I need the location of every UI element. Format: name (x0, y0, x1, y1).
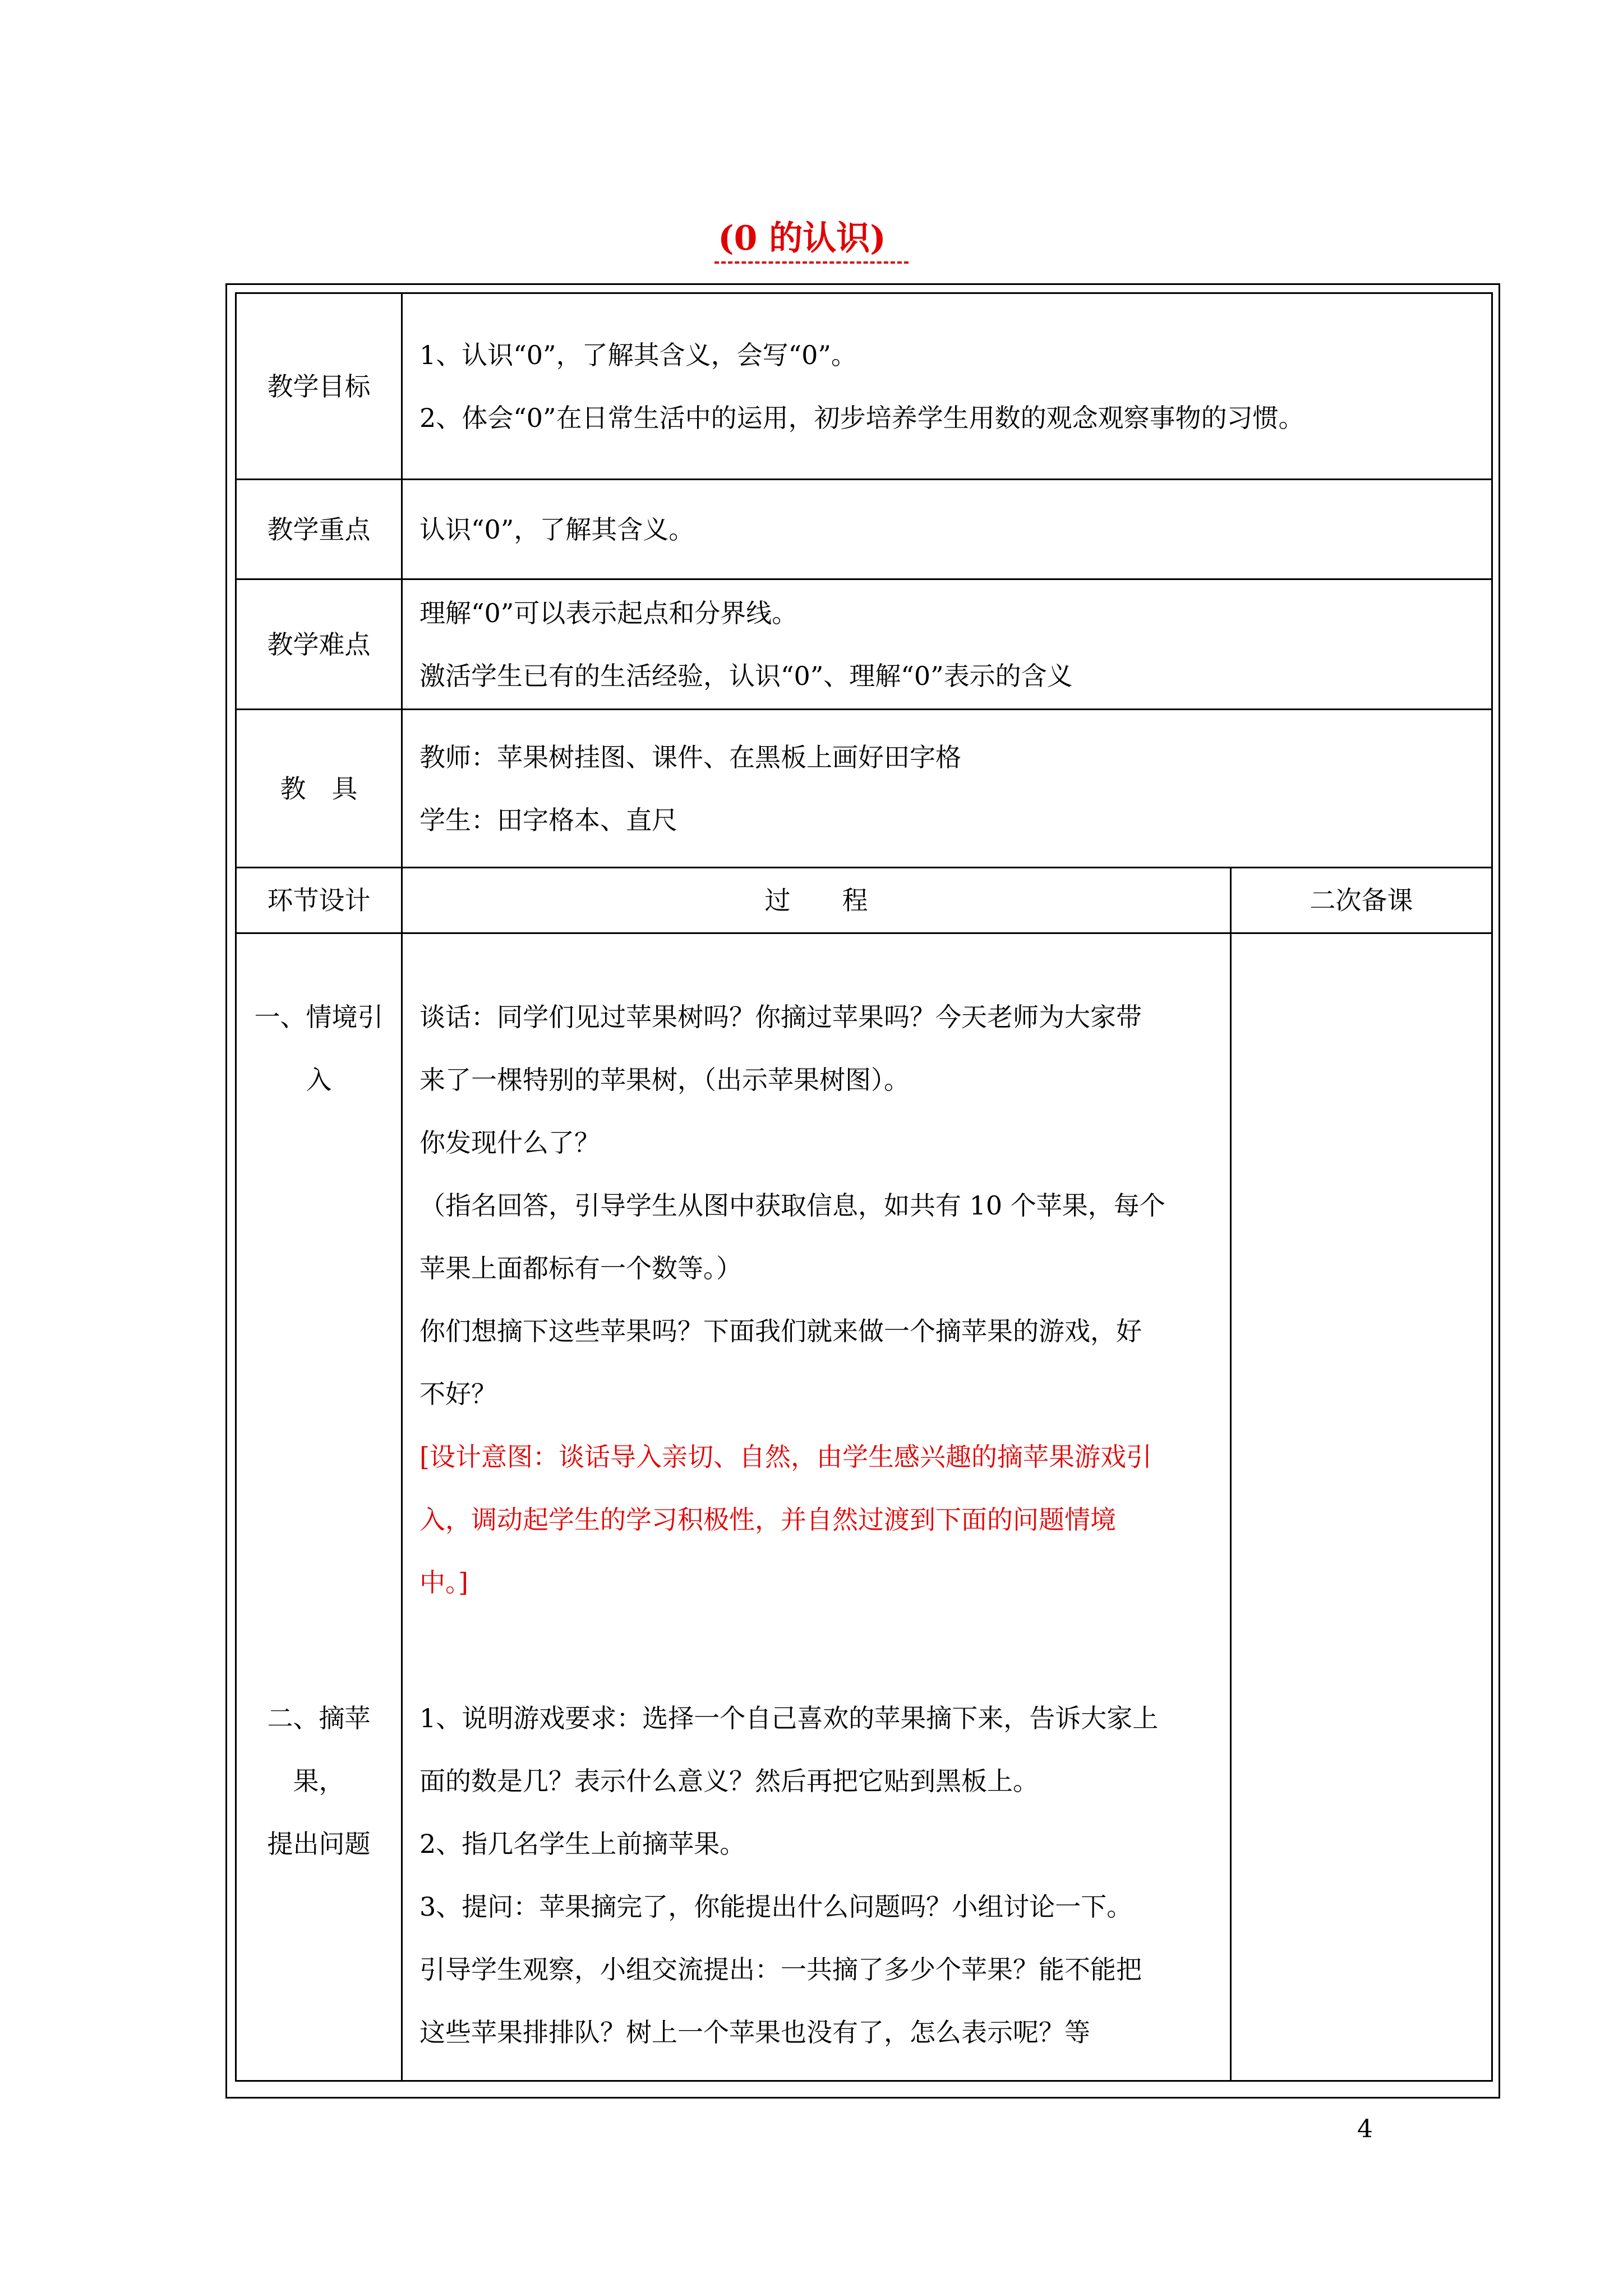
stage-2-line-2: 面的数是几？表示什么意义？然后再把它贴到黑板上。 (419, 1766, 1039, 1796)
stage-1-label-line-2: 入 (306, 1065, 332, 1095)
stage-2-line-1: 1、说明游戏要求：选择一个自己喜欢的苹果摘下来，告诉大家上 (419, 1703, 1159, 1733)
difficulty-line-2: 激活学生已有的生活经验，认识“0”、理解“0”表示的含义 (419, 660, 1073, 691)
header-second-prep: 二次备课 (1231, 868, 1492, 933)
key-point-line-1: 认识“0”，了解其含义。 (419, 514, 695, 545)
stage-2-line-3: 2、指几名学生上前摘苹果。 (419, 1829, 746, 1859)
stage-1-line-6: 你们想摘下这些苹果吗？下面我们就来做一个摘苹果的游戏，好 (419, 1316, 1142, 1346)
design-intent-line-3: 中。] (419, 1567, 468, 1598)
label-key-point: 教学重点 (236, 480, 402, 579)
header-process: 过 程 (402, 868, 1231, 933)
tools-line-1: 教师：苹果树挂图、课件、在黑板上画好田字格 (419, 742, 961, 772)
stage-labels (236, 933, 402, 2081)
stage-1-line-4: （指名回答，引导学生从图中获取信息，如共有 10 个苹果，每个 (419, 1190, 1165, 1221)
row-header (236, 868, 1492, 933)
row-teaching-goals (236, 293, 1492, 480)
page-title-text: (0 的认识) (714, 219, 908, 264)
process-content (402, 933, 1231, 2081)
content-difficulty (402, 579, 1492, 710)
second-prep-content (1231, 933, 1492, 2081)
stage-1-label (242, 986, 395, 1687)
design-intent-line-1: [设计意图：谈话导入亲切、自然，由学生感兴趣的摘苹果游戏引 (419, 1442, 1152, 1472)
stage-1-line-5: 苹果上面都标有一个数等。） (419, 1253, 742, 1283)
content-teaching-goals (402, 293, 1492, 480)
stage-2-label-line-1: 二、摘苹果， (267, 1703, 371, 1796)
goal-line-2: 2、体会“0”在日常生活中的运用，初步培养学生用数的观念观察事物的习惯。 (419, 402, 1304, 433)
lesson-plan-table (235, 292, 1493, 2082)
stage-1-label-line-1: 一、情境引 (254, 1002, 384, 1032)
stage-1-content (419, 986, 1224, 1687)
page-number: 4 (1357, 2115, 1373, 2143)
tools-line-2: 学生：田字格本、直尺 (419, 804, 677, 835)
stage-2-line-5: 引导学生观察，小组交流提出：一共摘了多少个苹果？能不能把 (419, 1954, 1142, 1985)
stage-1-line-7: 不好？ (419, 1379, 497, 1409)
stage-2-label (242, 1687, 395, 1875)
content-teaching-tools (402, 710, 1492, 868)
row-process (236, 933, 1492, 2081)
header-stage-design: 环节设计 (236, 868, 402, 933)
difficulty-line-1: 理解“0”可以表示起点和分界线。 (419, 597, 798, 628)
design-intent-line-2: 入，调动起学生的学习积极性，并自然过渡到下面的问题情境 (419, 1504, 1116, 1535)
page-title (0, 213, 1623, 264)
label-teaching-goals: 教学目标 (236, 293, 402, 480)
stage-2-content (419, 1687, 1224, 2064)
stage-2-line-6: 这些苹果排排队？树上一个苹果也没有了，怎么表示呢？等 (419, 2017, 1090, 2047)
content-key-point (402, 480, 1492, 579)
stage-2-line-4: 3、提问：苹果摘完了，你能提出什么问题吗？小组讨论一下。 (419, 1892, 1133, 1922)
label-teaching-tools: 教 具 (236, 710, 402, 868)
stage-1-line-3: 你发现什么了？ (419, 1128, 600, 1158)
stage-1-line-2: 来了一棵特别的苹果树，（出示苹果树图）。 (419, 1065, 910, 1095)
row-difficulty (236, 579, 1492, 710)
stage-1-line-1: 谈话：同学们见过苹果树吗？你摘过苹果吗？今天老师为大家带 (419, 1002, 1142, 1032)
row-key-point (236, 480, 1492, 579)
row-teaching-tools (236, 710, 1492, 868)
goal-line-1: 1、认识“0”，了解其含义，会写“0”。 (419, 339, 857, 370)
stage-2-label-line-2: 提出问题 (267, 1829, 371, 1859)
label-difficulty: 教学难点 (236, 579, 402, 710)
